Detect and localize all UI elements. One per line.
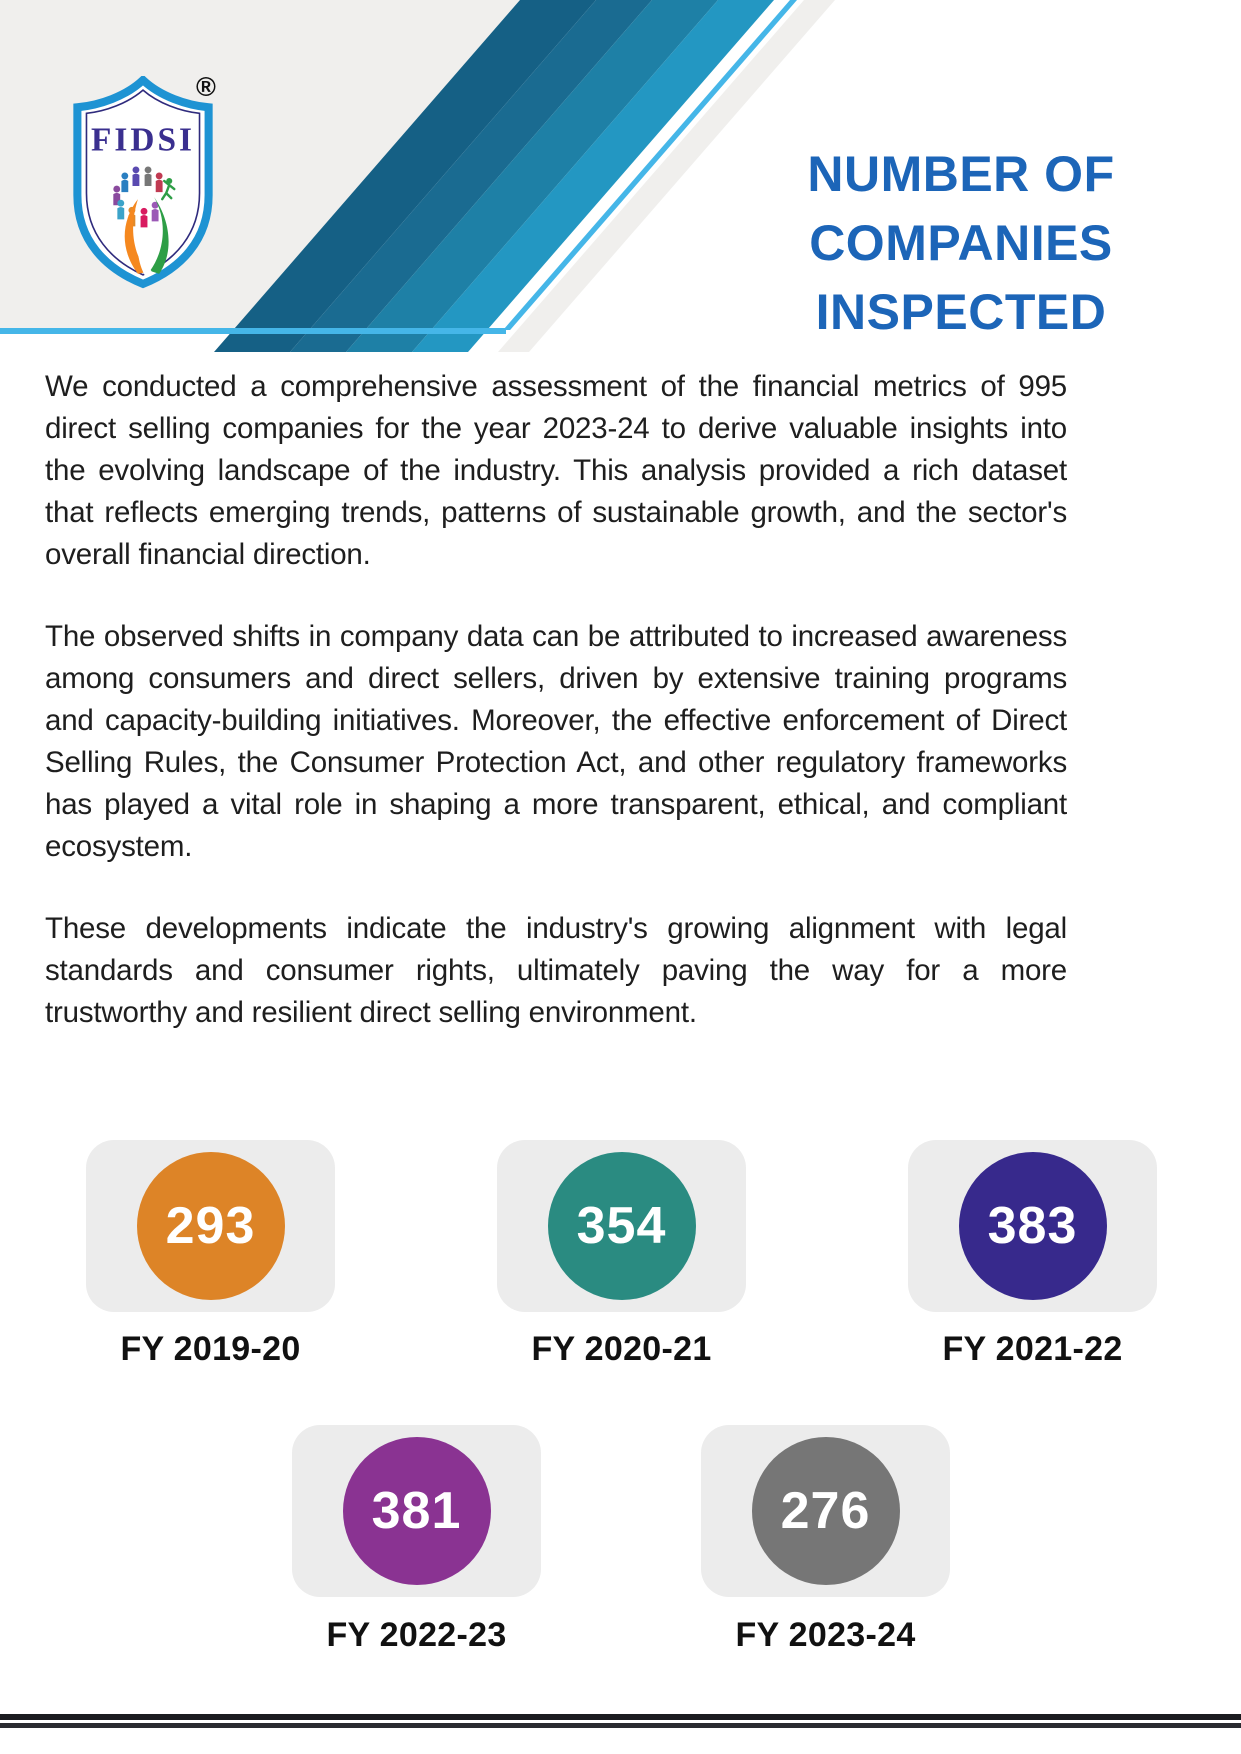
stat-value: 293 (165, 1197, 256, 1255)
stat-circle (343, 1437, 491, 1585)
body-paragraph-1: We conducted a comprehensive assessment of the financial metrics of 995 direct selling companies for the year 2023-24 to derive valuable insights into the evolving landscape of the industry. This analysis provided a rich dataset that reflects emerging trends, patterns of sustainable growth, and the sector's overall financial direction. (45, 370, 1067, 571)
footer-divider-line (0, 1714, 1241, 1720)
body-paragraph-3: These developments indicate the industry's growing alignment with legal standards and consumer rights, ultimately paving the way for a more trustworthy and resilient direct selling environment. (45, 912, 1067, 1029)
title-line-3: INSPECTED (815, 284, 1107, 340)
page-title (738, 140, 1184, 347)
body-text-block (45, 366, 1067, 1074)
stat-card-fy-2023-24 (701, 1425, 950, 1597)
fidsi-logo-shield-icon (64, 76, 222, 290)
stat-label: FY 2021-22 (942, 1330, 1123, 1368)
stat-circle (959, 1152, 1107, 1300)
stat-value: 383 (987, 1197, 1078, 1255)
page-header (0, 0, 1241, 352)
title-line-1: NUMBER OF (807, 146, 1115, 202)
stat-label: FY 2022-23 (326, 1616, 507, 1654)
registered-trademark-icon: ® (196, 72, 216, 102)
stat-value: 354 (576, 1197, 667, 1255)
stat-label: FY 2019-20 (120, 1330, 301, 1368)
body-paragraph-2: The observed shifts in company data can be attributed to increased awareness among consumers and direct sellers, driven by extensive training programs and capacity-building initiatives. Moreover, the effective enforcement of Direct Selling Rules, the Consumer Protection Act, and other regulatory frameworks has played a vital role in shaping a more transparent, ethical, and compliant ecosystem. (45, 620, 1067, 863)
title-line-2: COMPANIES (809, 215, 1113, 271)
stat-label: FY 2020-21 (531, 1330, 712, 1368)
stat-card-fy-2021-22 (908, 1140, 1157, 1312)
stat-label: FY 2023-24 (735, 1616, 916, 1654)
footer-divider-line-2 (0, 1723, 1241, 1728)
stat-circle (548, 1152, 696, 1300)
stat-card-fy-2020-21 (497, 1140, 746, 1312)
accent-horizontal-line (0, 328, 506, 334)
stat-card-fy-2019-20 (86, 1140, 335, 1312)
logo-acronym: FIDSI (91, 121, 195, 159)
stat-card-fy-2022-23 (292, 1425, 541, 1597)
stat-circle (137, 1152, 285, 1300)
stat-value: 381 (371, 1482, 462, 1540)
stat-circle (752, 1437, 900, 1585)
stat-value: 276 (780, 1482, 871, 1540)
